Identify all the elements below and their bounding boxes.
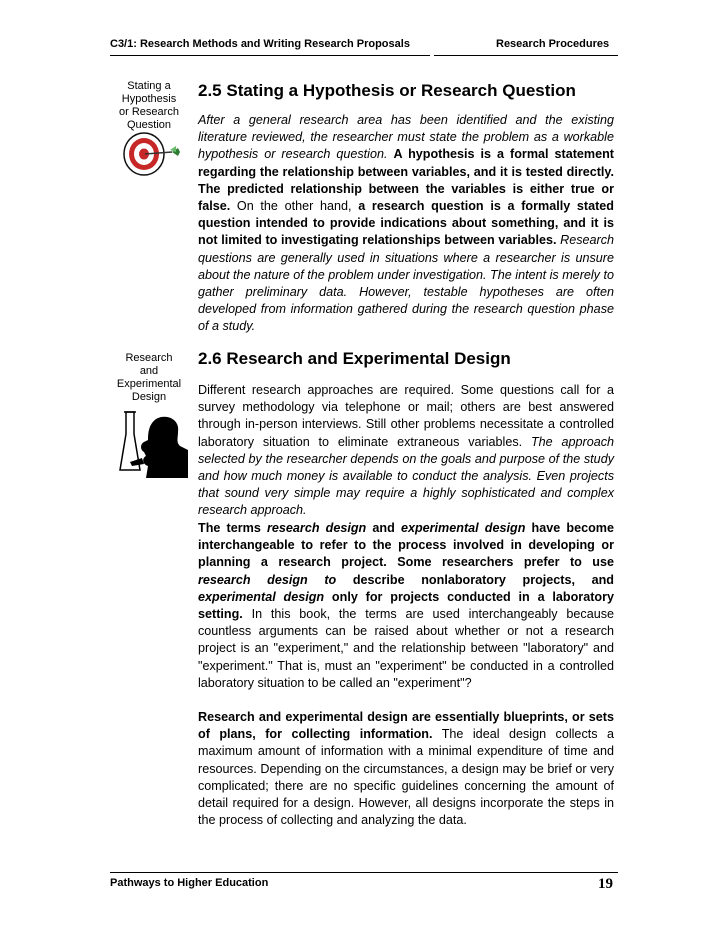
- text-run: The terms: [198, 521, 267, 535]
- margin-label-line: Stating a: [127, 80, 171, 92]
- margin-label-line: and: [139, 365, 159, 377]
- text-run: research design to: [198, 572, 337, 587]
- text-run: and: [366, 521, 401, 535]
- margin-label-line: Question: [126, 119, 172, 131]
- text-run: research design: [267, 521, 367, 535]
- margin-label-line: Research: [125, 352, 173, 364]
- text-run: a research question is a formally stated question intended to provide indications about something, and it is not limited to investigating relationships between variables.: [198, 199, 614, 248]
- section-2-5-heading: 2.5 Stating a Hypothesis or Research Question: [198, 81, 576, 100]
- section-2-6-body-3: [198, 709, 614, 829]
- section-2-6-heading: 2.6 Research and Experimental Design: [198, 349, 511, 368]
- text-run: only for projects conducted in a laboratory setting.: [198, 589, 614, 622]
- margin-label-line: Hypothesis: [121, 93, 177, 105]
- running-header-title: C3/1: Research Methods and Writing Research Proposals: [110, 38, 410, 50]
- margin-label-design: [110, 352, 188, 404]
- text-run: In this book, the terms are used interchangeably because countless arguments can be raised about whether or not a research project is an "experiment," and the relationship between "laboratory" and "experiment." That is, must an "experiment" be conducted in a controlled laboratory situation to be called an "experiment"?: [198, 607, 614, 690]
- margin-label-line: or Research: [119, 106, 179, 118]
- margin-label-hypothesis: [110, 80, 188, 132]
- page-number: 19: [598, 876, 613, 892]
- text-run: A hypothesis is a formal statement regarding the relationship between variables, and it is tested directly. The predicted relationship between the variables is either true or false.: [198, 147, 614, 214]
- laboratory-silhouette-icon: [118, 408, 188, 478]
- margin-label-line: Design: [131, 391, 167, 403]
- text-run: The approach selected by the researcher depends on the goals and purpose of the study and how much money is available to conduct the analysis. Even projects that sound very simple may require a highly sophisticated and complex research approach.: [198, 434, 615, 518]
- text-run: Different research approaches are required. Some questions call for a survey methodology via telephone or mail; others are best answered through in-person interviews. Still other problems necessitate a controlled laboratory situation to eliminate extraneous variables.: [198, 383, 614, 449]
- text-run: On the other hand,: [230, 199, 359, 214]
- header-rule: [434, 55, 618, 56]
- section-2-6-body-2: [198, 520, 614, 692]
- text-run: Research and experimental design are essentially blueprints, or sets of plans, for collecting information.: [198, 710, 614, 742]
- text-run: Research questions are generally used in situations where a researcher is unsure about the nature of the problem under investigation. The intent is merely to gather preliminary data. However, testable hypotheses are often developed from information gathered during the research question phase of a study.: [198, 233, 614, 334]
- text-run: have become interchangeable to refer to the process involved in developing or planning a research project. Some researchers prefer to use: [198, 521, 614, 570]
- text-run: The ideal design collects a maximum amount of information with a minimal expenditure of time and resources. Depending on the circumstances, a design may be brief or very complicated; there are no specific guidelines concerning the amount of detail required for a design. However, all designs incorporate the steps in the process of collecting and analyzing the data.: [198, 727, 615, 828]
- text-run: describe nonlaboratory projects, and: [336, 572, 614, 587]
- text-run: After a general research area has been identified and the existing literature reviewed, the researcher must state the problem as a workable hypothesis or research question.: [198, 113, 614, 162]
- footer-title: Pathways to Higher Education: [110, 877, 269, 889]
- section-2-6-body-1: [198, 382, 614, 520]
- header-rule: [110, 55, 430, 56]
- text-run: experimental design: [198, 589, 325, 604]
- running-header-section: Research Procedures: [496, 38, 610, 50]
- target-dart-icon: [120, 130, 184, 178]
- section-2-5-body: [198, 112, 614, 336]
- footer-rule: [110, 872, 618, 873]
- margin-label-line: Experimental: [116, 378, 182, 390]
- text-run: experimental design: [400, 521, 526, 535]
